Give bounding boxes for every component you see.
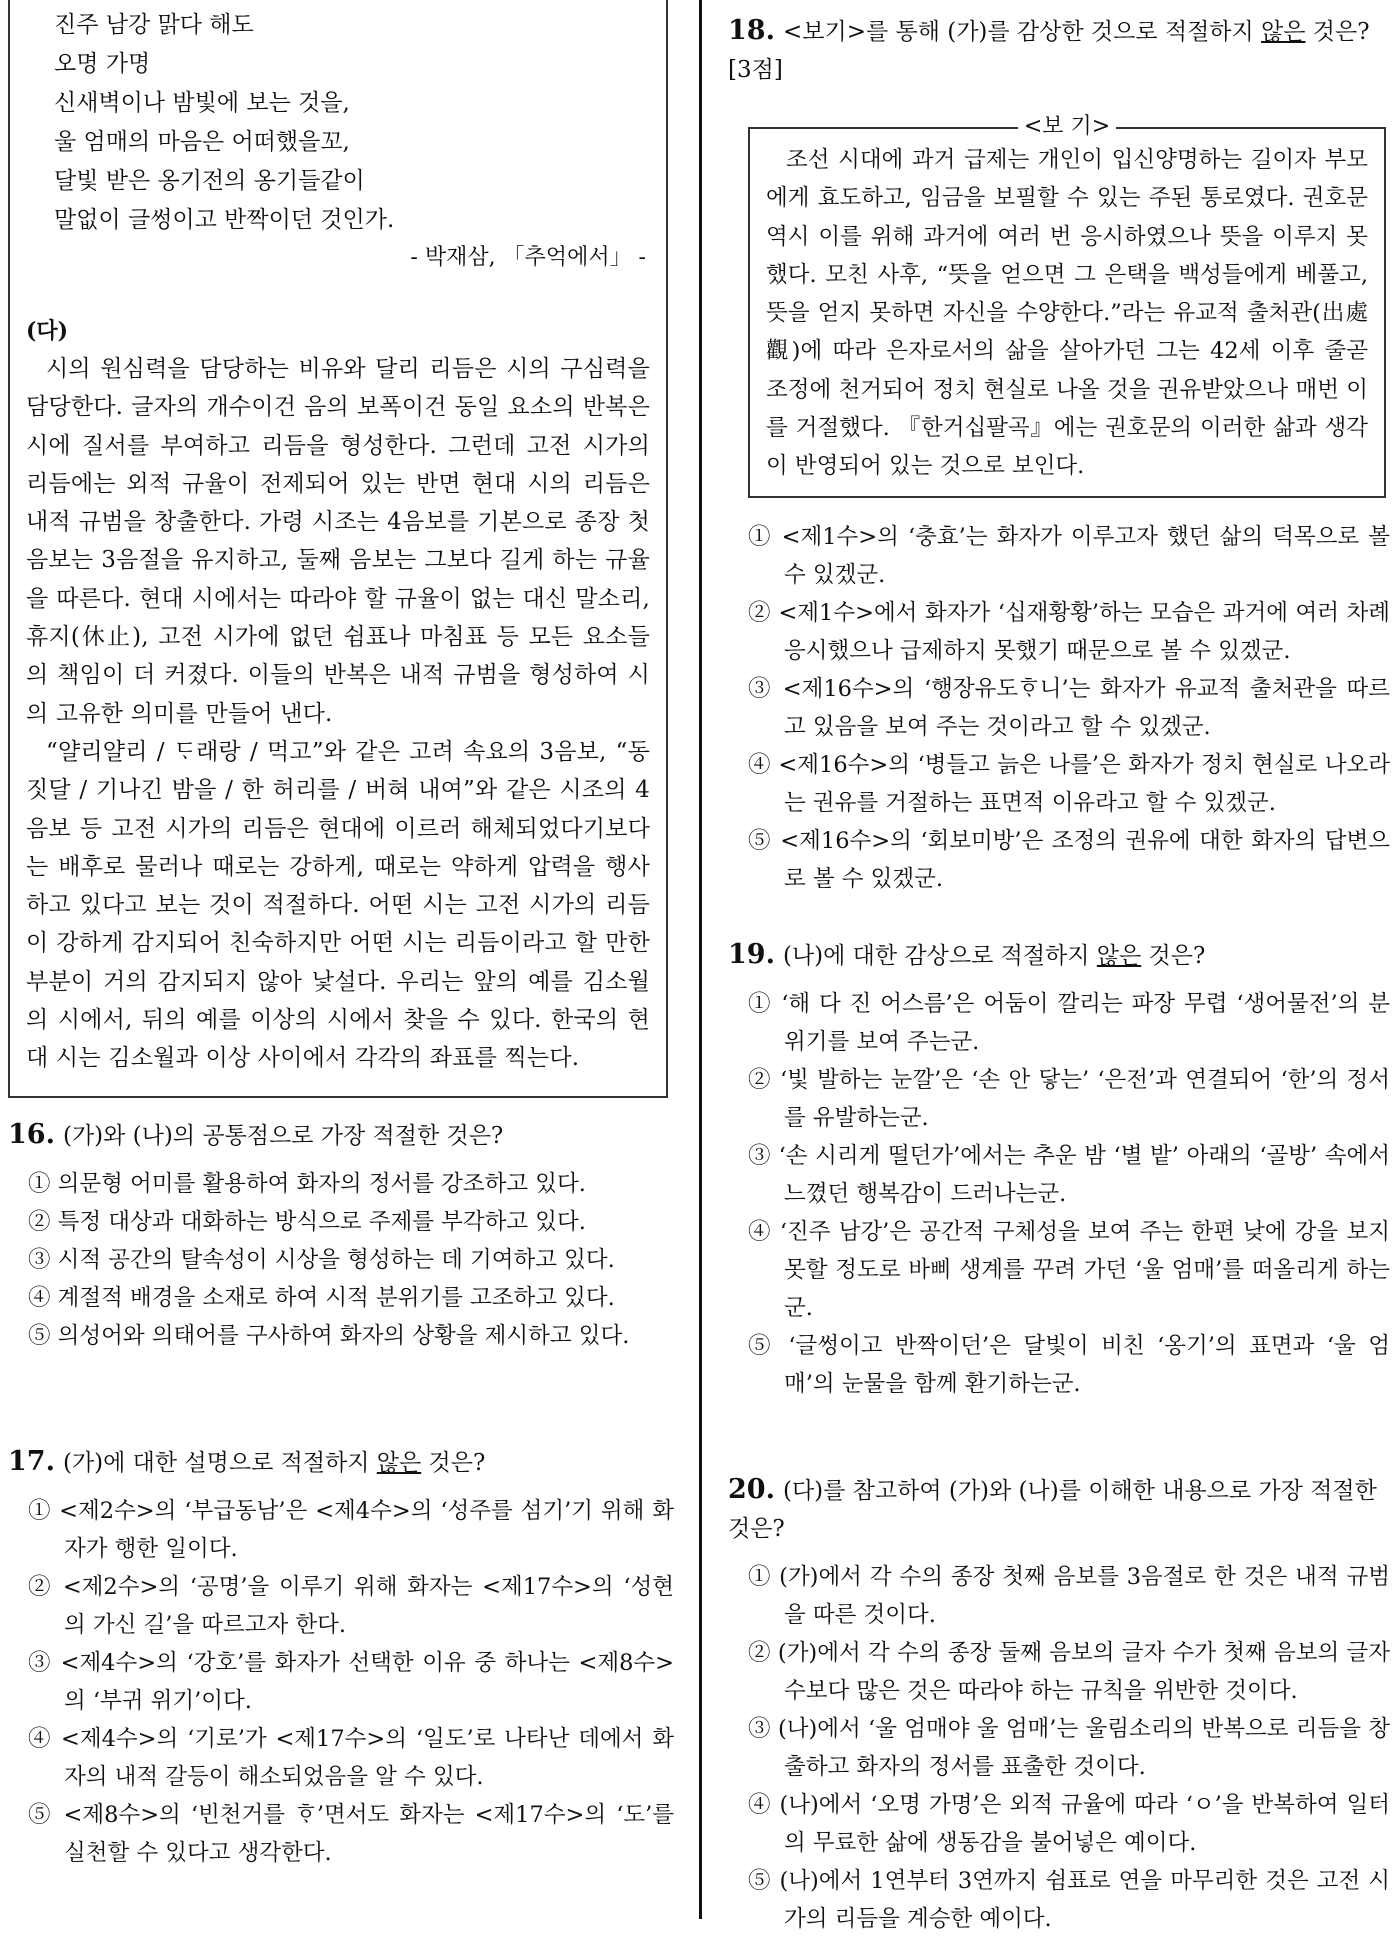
column-divider <box>699 0 702 1919</box>
question-text: (다)를 참고하여 (가)와 (나)를 이해한 내용으로 가장 적절한 것은? <box>728 1477 1377 1542</box>
section-label: (다) <box>26 318 69 344</box>
passage-box <box>8 0 668 1098</box>
choice-item[interactable]: ① (가)에서 각 수의 종장 첫째 음보를 3음절로 한 것은 내적 규범을 따른 것이다. <box>748 1563 1390 1628</box>
poem-na <box>26 6 650 276</box>
choice-item[interactable]: ⑤ <제8수>의 ‘빈천거를 ᄒᆞ’면서도 화자는 <제17수>의 ‘도’를 실천할 수 있다고 생각한다. <box>28 1801 674 1866</box>
choice-item[interactable]: ④ <제16수>의 ‘병들고 늙은 나를’은 화자가 정치 현실로 나오라는 권유를 거절하는 표면적 이유라고 할 수 있겠군. <box>748 751 1390 816</box>
choice-item[interactable]: ② 특정 대상과 대화하는 방식으로 주제를 부각하고 있다. <box>28 1208 586 1235</box>
poem-line: 달빛 받은 옹기전의 옹기들같이 <box>54 168 365 194</box>
choice-item[interactable]: ④ 계절적 배경을 소재로 하여 시적 분위기를 고조하고 있다. <box>28 1284 615 1311</box>
question-16 <box>8 1116 674 1355</box>
question-text: (나)에 대한 감상으로 적절하지 <box>782 942 1097 969</box>
question-stem <box>8 1116 674 1155</box>
choice-item[interactable]: ④ ‘진주 남강’은 공간적 구체성을 보여 주는 한편 낮에 강을 보지 못할 정도로 바삐 생계를 꾸려 가던 ‘울 엄매’를 떠올리게 하는군. <box>748 1218 1390 1321</box>
choice-item[interactable]: ④ (나)에서 ‘오명 가명’은 외적 규율에 따라 ‘ㅇ’을 반복하여 일터의 무료한 삶에 생동감을 불어넣은 예이다. <box>748 1791 1390 1856</box>
question-stem <box>728 12 1390 89</box>
choice-item[interactable]: ① ‘해 다 진 어스름’은 어둠이 깔리는 파장 무렵 ‘생어물전’의 분위기를 보여 주는군. <box>748 990 1390 1055</box>
choice-list <box>728 985 1390 1403</box>
choice-item[interactable]: ⑤ 의성어와 의태어를 구사하여 화자의 상황을 제시하고 있다. <box>28 1322 630 1349</box>
choice-item[interactable]: ③ 시적 공간의 탈속성이 시상을 형성하는 데 기여하고 있다. <box>28 1246 615 1273</box>
underlined-word: 않은 <box>1096 942 1142 969</box>
passage-da <box>26 312 650 1078</box>
poem-line: 오명 가명 <box>54 51 151 77</box>
underlined-word: 않은 <box>376 1449 422 1476</box>
choice-item[interactable]: ⑤ (나)에서 1연부터 3연까지 쉼표로 연을 마무리한 것은 고전 시가의 리듬을 계승한 예이다. <box>748 1867 1390 1932</box>
right-column <box>728 0 1390 1938</box>
question-text-end: 것은? [3점] <box>728 19 1370 83</box>
question-stem <box>728 936 1390 975</box>
poem-source: - 박재삼, 「추억에서」 - <box>410 245 646 270</box>
poem-line: 진주 남강 맑다 해도 <box>54 12 254 38</box>
choice-item[interactable]: ③ <제4수>의 ‘강호’를 화자가 선택한 이유 중 하나는 <제8수>의 ‘부귀 위기’이다. <box>28 1649 674 1714</box>
question-number: 19. <box>728 938 775 970</box>
choice-item[interactable]: ② <제1수>에서 화자가 ‘십재황황’하는 모습은 과거에 여러 차례 응시했으나 급제하지 못했기 때문으로 볼 수 있겠군. <box>748 599 1390 664</box>
question-number: 17. <box>8 1445 55 1477</box>
choice-item[interactable]: ② ‘빛 발하는 눈깔’은 ‘손 안 닿는’ ‘은전’과 연결되어 ‘한’의 정서를 유발하는군. <box>748 1066 1390 1131</box>
question-text: (가)와 (나)의 공통점으로 가장 적절한 것은? <box>62 1122 504 1149</box>
question-number: 18. <box>728 15 775 46</box>
bogi-title: <보 기> <box>1018 114 1116 139</box>
bogi-text: 조선 시대에 과거 급제는 개인이 입신양명하는 길이자 부모에게 효도하고, 임금을 보필할 수 있는 주된 통로였다. 권호문 역시 이를 위해 과거에 여러 번 응시하였으나 뜻을 이루지 못했다. 모친 사후, “뜻을 얻으면 그 은택을 백성들에게 베풀고, 뜻을 얻지 못하면 자신을 수양한다.”라는 유교적 출처관(出處觀)에 따라 은자로서의 삶을 살아가던 그는 42세 이후 줄곧 조정에 천거되어 정치 현실로 나올 것을 권유받았으나 매번 이를 거절했다. 『한거십팔곡』에는 권호문의 이러한 삶과 생각이 반영되어 있는 것으로 보인다. <box>766 147 1368 480</box>
choice-list <box>8 1492 674 1872</box>
choice-item[interactable]: ③ (나)에서 ‘울 엄매야 울 엄매’는 울림소리의 반복으로 리듬을 창출하고 화자의 정서를 표출한 것이다. <box>748 1715 1390 1780</box>
choice-item[interactable]: ③ <제16수>의 ‘행장유도ᄒᆞ니’는 화자가 유교적 출처관을 따르고 있음을 보여 주는 것이라고 할 수 있겠군. <box>748 675 1390 740</box>
choice-item[interactable]: ① <제2수>의 ‘부급동남’은 <제4수>의 ‘성주를 섬기’기 위해 화자가 행한 일이다. <box>28 1497 674 1562</box>
question-stem <box>8 1443 674 1482</box>
choice-item[interactable]: ⑤ <제16수>의 ‘회보미방’은 조정의 권유에 대한 화자의 답변으로 볼 수 있겠군. <box>748 827 1390 892</box>
poem-line: 신새벽이나 밤빛에 보는 것을, <box>54 90 350 116</box>
question-19 <box>728 936 1390 1403</box>
question-17 <box>8 1443 674 1872</box>
paragraph: “얄리얄리 / ᄃᆞ래랑 / 먹고”와 같은 고려 속요의 3음보, “동짓달 / 기나긴 밤을 / 한 허리를 / 버혀 내여”와 같은 시조의 4음보 등 고전 시가의 리듬은 현대에 이르러 해체되었다기보다는 배후로 물러나 때로는 강하게, 때로는 약하게 압력을 행사하고 있다고 보는 것이 적절하다. 어떤 시는 고전 시가의 리듬이 강하게 감지되어 친숙하지만 어떤 시는 리듬이라고 할 만한 부분이 거의 감지되지 않아 낯설다. 우리는 앞의 예를 김소월의 시에서, 뒤의 예를 이상의 시에서 찾을 수 있다. 한국의 현대 시는 김소월과 이상 사이에서 각각의 좌표를 찍는다. <box>26 738 650 1072</box>
choice-item[interactable]: ⑤ ‘글썽이고 반짝이던’은 달빛이 비친 ‘옹기’의 표면과 ‘울 엄매’의 눈물을 함께 환기하는군. <box>748 1332 1390 1397</box>
choice-list <box>8 1165 674 1355</box>
choice-item[interactable]: ③ ‘손 시리게 떨던가’에서는 추운 밤 ‘별 밭’ 아래의 ‘골방’ 속에서 느꼈던 행복감이 드러나는군. <box>748 1142 1390 1207</box>
bogi-box <box>748 114 1386 498</box>
question-text-end: 것은? <box>421 1449 486 1476</box>
choice-item[interactable]: ① 의문형 어미를 활용하여 화자의 정서를 강조하고 있다. <box>28 1170 586 1197</box>
choice-list <box>728 1558 1390 1938</box>
choice-item[interactable]: ② <제2수>의 ‘공명’을 이루기 위해 화자는 <제17수>의 ‘성현의 가신 길’을 따르고자 한다. <box>28 1573 674 1638</box>
underlined-word: 않은 <box>1261 19 1306 45</box>
choice-item[interactable]: ② (가)에서 각 수의 종장 둘째 음보의 글자 수가 첫째 음보의 글자 수보다 많은 것은 따라야 하는 규칙을 위반한 것이다. <box>748 1639 1390 1704</box>
paragraph: 시의 원심력을 담당하는 비유와 달리 리듬은 시의 구심력을 담당한다. 글자의 개수이건 음의 보폭이건 동일 요소의 반복은 시에 질서를 부여하고 리듬을 형성한다. 그런데 고전 시가의 리듬에는 외적 규율이 전제되어 있는 반면 현대 시의 리듬은 내적 규범을 창출한다. 가령 시조는 4음보를 기본으로 종장 첫 음보는 3음절을 유지하고, 둘째 음보는 그보다 길게 하는 규율을 따른다. 현대 시에서는 따라야 할 규율이 없는 대신 말소리, 휴지(休止), 고전 시가에 없던 쉼표나 마침표 등 모든 요소들의 책임이 더 커졌다. 이들의 반복은 내적 규범을 형성하여 시의 고유한 의미를 만들어 낸다. <box>26 356 650 727</box>
question-stem <box>728 1471 1390 1548</box>
choice-item[interactable]: ④ <제4수>의 ‘기로’가 <제17수>의 ‘일도’로 나타난 데에서 화자의 내적 갈등이 해소되었음을 알 수 있다. <box>28 1725 674 1790</box>
left-column <box>8 0 674 1872</box>
poem-line: 울 엄매의 마음은 어떠했을꼬, <box>54 129 350 155</box>
question-text: <보기>를 통해 (가)를 감상한 것으로 적절하지 <box>782 19 1262 45</box>
poem-line: 말없이 글썽이고 반짝이던 것인가. <box>54 207 395 233</box>
question-text-end: 것은? <box>1141 942 1206 969</box>
question-18 <box>728 12 1390 898</box>
question-20 <box>728 1471 1390 1938</box>
choice-list <box>728 518 1390 898</box>
question-number: 20. <box>728 1473 775 1505</box>
question-number: 16. <box>8 1118 55 1150</box>
question-text: (가)에 대한 설명으로 적절하지 <box>62 1449 377 1476</box>
choice-item[interactable]: ① <제1수>의 ‘충효’는 화자가 이루고자 했던 삶의 덕목으로 볼 수 있겠군. <box>748 523 1390 588</box>
